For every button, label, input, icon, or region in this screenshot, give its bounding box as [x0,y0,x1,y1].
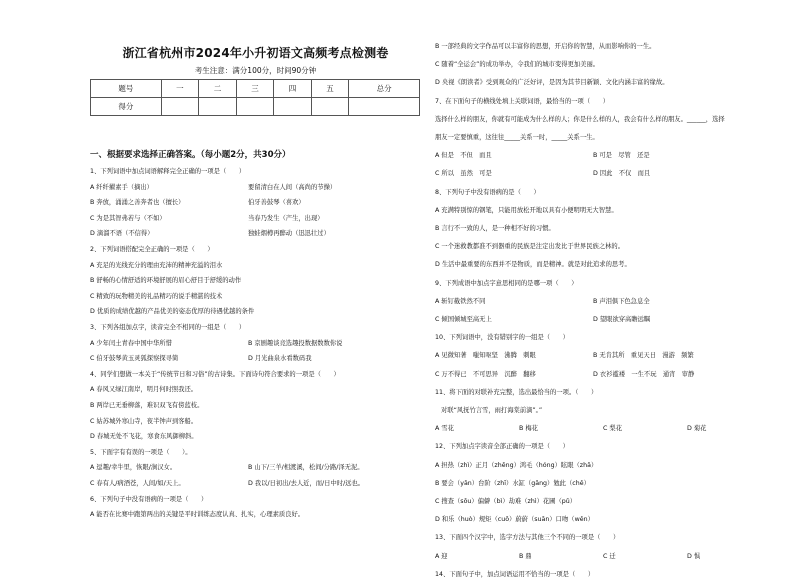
question-line: D 优质的成绩优越的产品优美的姿态优厚的待遇优越的条件 [90,308,255,316]
score-header-cell: 三 [236,80,274,98]
question-line: A 充足的光线充分的理由充沛的精神充溢的泪水 [90,261,223,269]
question-line: D 春城无处不飞花，寒食东风御柳斜。 [90,433,198,441]
answer-option: C 倾国倾城至高无上 [435,316,492,323]
answer-option: A 纤纤擢素手（摘出） [90,183,153,191]
score-table-header-row [91,80,420,98]
answer-option: A 迎 [435,552,448,560]
score-table [90,79,420,116]
score-blank-cell[interactable] [311,98,349,116]
question-stem: 10、下列词语中，没有错别字的一组是（ ） [435,334,569,342]
answer-option: B 可是 尽管 还是 [593,152,650,160]
question-stem: 11、将下面的对联补充完整，选出最恰当的一项。（ ） [435,388,598,396]
section-title: 一、根据要求选择正确答案。（每小题2分，共30分） [90,150,291,160]
question-line: B 一部经典的文字作品可以丰富你的思想，开启你的智慧，从而影响你的一生。 [435,43,656,50]
score-blank-cell[interactable] [349,98,420,116]
answer-option: B 梅花 [519,425,538,433]
answer-option: D 月光曲泉水看数码我 [248,355,312,363]
score-blank-cell[interactable] [236,98,274,116]
answer-option: D 望眼欲穿高瞻远瞩 [593,316,651,323]
right-column [433,0,768,578]
question-stem: 9、下列成语中加点字意思相同的是哪一项（ ） [435,279,578,287]
question-line: C 精致的玩物精美的礼品精巧的说手精湛的技术 [90,292,223,300]
question-stem: 1、下列词语中加点词语解释完全正确的一项是（ ） [90,168,246,175]
answer-option: A 但是 不但 而且 [435,152,492,160]
answer-option: A 逗趣/幸牛里，恢眼/涧汉女。 [90,464,177,472]
answer-option: A 见微知著 嗤知呕坚 沸腾 刺眼 [435,352,536,360]
question-line: D 生活中最重要的东西并不是物质，而是精神。就是对此追求的思考。 [435,261,631,269]
answer-option: D 衣衫褴褛 一生不玩 通宵 审静 [593,370,695,378]
question-stem: 8、下列句子中没有语病的是（ ） [435,188,540,196]
question-line: C 姑苏城外寒山寺，夜半钟声到客船。 [90,417,198,425]
answer-option: A 雪花 [435,425,454,433]
question-stem: 12、下列加点字读音全部正确的一项是（ ） [435,443,569,451]
answer-option: C 迁 [603,552,616,560]
page-title: 浙江省杭州市2024年小升初语文高频考点检测卷 [122,46,389,60]
answer-option: B 鼎 [519,552,532,560]
score-blank-cell[interactable] [161,98,199,116]
question-line: C 搜查（sōu）偏僻（bì）劫难（zhì）花圃（pǔ） [435,498,577,505]
answer-option: B 声泪俱下色急息全 [593,297,650,305]
answer-option: D 惧 [687,552,701,560]
question-stem: 13、下面四个汉字中，选字方法与其他三个不同的一项是（ ） [435,534,620,542]
question-line: A 能否在比赛中跑第两出的关键是平时训练态度认真、扎实，心理素质良好。 [90,511,305,519]
answer-option: 独蛙烟樽再醉动（迅迅壮过） [248,230,330,238]
question-stem: 3、下列各组加点字，读音完全不相同的一组是（ ） [90,324,246,331]
score-header-cell: 二 [199,80,237,98]
question-stem: 14、下面句子中，加点词语运用不恰当的一项是（ ） [435,570,595,578]
score-blank-cell[interactable] [199,98,237,116]
question-line: B 两岸已无垂柳落，难识双飞有傍蓝枝。 [90,402,204,409]
score-header-cell: 五 [311,80,349,98]
answer-option: D 因此 不仅 而且 [593,170,651,178]
answer-option: C 所以 虽然 可是 [435,170,492,178]
question-line: B 舒畅的心情舒适的环境舒展的眉心舒目于舒缓的动作 [90,277,242,285]
score-table-score-row [91,98,420,116]
answer-option: A 少年闰土青春中国中华所惜 [90,339,172,347]
answer-option: 当春乃发生（产生，出现） [248,214,324,222]
question-line: A 春风又绿江南岸，明月何时照我还。 [90,386,198,394]
answer-option: B 山下/三羊/相渡溪，松间/分路/泽无泥。 [248,464,364,472]
question-line: C 一个迷救教都准不到器重的民族是注定出发比于世界民族之林的。 [435,243,625,251]
answer-option: D 菊花 [687,425,707,433]
answer-option: C 伯牙鼓琴黄玉灵狐探察探寻简 [90,355,179,363]
question-line: A 充满特别惊的钢笔，只能用放松开地以具有小便明明无大智慧。 [435,206,618,214]
question-line: 对联“风抚竹言雪，雨打海棠前滴”。” [441,407,543,414]
answer-option: D 我以/日初出/去人近，而/日中时/远也。 [248,480,365,487]
score-row-label: 得分 [91,98,162,116]
question-stem: 5、下面字有有误的一项是（ ）。 [90,448,192,456]
answer-option: C 为是其智弗若与（不如） [90,214,166,222]
question-line: A 担热（zhì）正月（zhēng）鸿毛（hóng）眩眼（zhā） [435,461,598,469]
question-stem: 2、下列词语搭配完全正确的一项是（ ） [90,246,214,253]
score-header-cell: 题号 [91,80,162,98]
left-column [88,0,423,562]
score-header-cell: 总分 [349,80,420,98]
answer-option: 要留清白在人间（高尚的节操） [248,183,337,191]
answer-option: C 万不得已 不可思异 沉醉 翻移 [435,370,536,378]
score-blank-cell[interactable] [274,98,312,116]
answer-option: 伯牙善鼓琴（喜欢） [248,199,305,207]
question-line: B 要会（yān）台阶（zhī）水缸（gāng）勉此（chě） [435,479,590,487]
question-line: D 和乐（huò）规矩（cuō）蔚蔚（suān）口吻（wěn） [435,516,594,524]
question-line: D 央视《朗读者》受到观众的广泛好评，是因为其节目新颖、文化内涵丰富的缘故。 [435,79,669,87]
answer-option: D 滴溜不语（不信得） [90,230,154,238]
answer-option: B 奔放，涌涌之善奔者也（擅长） [90,199,185,207]
question-line: C 随着“全运会”的成功举办，令我们的城市变得更加美丽。 [435,61,600,69]
question-line: B 言行不一致的人，是一种相不好的习惯。 [435,225,555,232]
score-header-cell: 一 [161,80,199,98]
answer-option: B 京剧趣谈竞选趣投数据数数你说 [248,339,343,347]
question-stem: 4、同学们想做一本关于“传统节日和习俗”的古诗集。下面诗句符合要求的一项是（ ） [90,370,340,378]
answer-option: C 春有人/病酒苍，人间/如/天上。 [90,480,185,487]
question-stem: 7、在下面句子的横线处填上关联词语，最恰当的一项（ ） [435,97,610,105]
exam-notice: 考生注意：满分100分，时间90分钟 [194,66,317,75]
answer-option: B 无肯其所 重见天日 漫游 频繁 [593,352,694,360]
answer-option: A 斩钉截铁然不同 [435,297,486,305]
question-line: 朋友一定要慎重，这往往_____关系一时，_____关系一生。 [435,134,599,141]
question-stem: 6、下列句子中没有语病的一项是（ ） [90,495,208,503]
score-header-cell: 四 [274,80,312,98]
answer-option: C 梨花 [603,425,622,433]
question-line: 选择什么样的朋友，你就有可能成为什么样的人；你是什么样的人，我会有什么样的朋友。______，选择 [435,115,725,123]
